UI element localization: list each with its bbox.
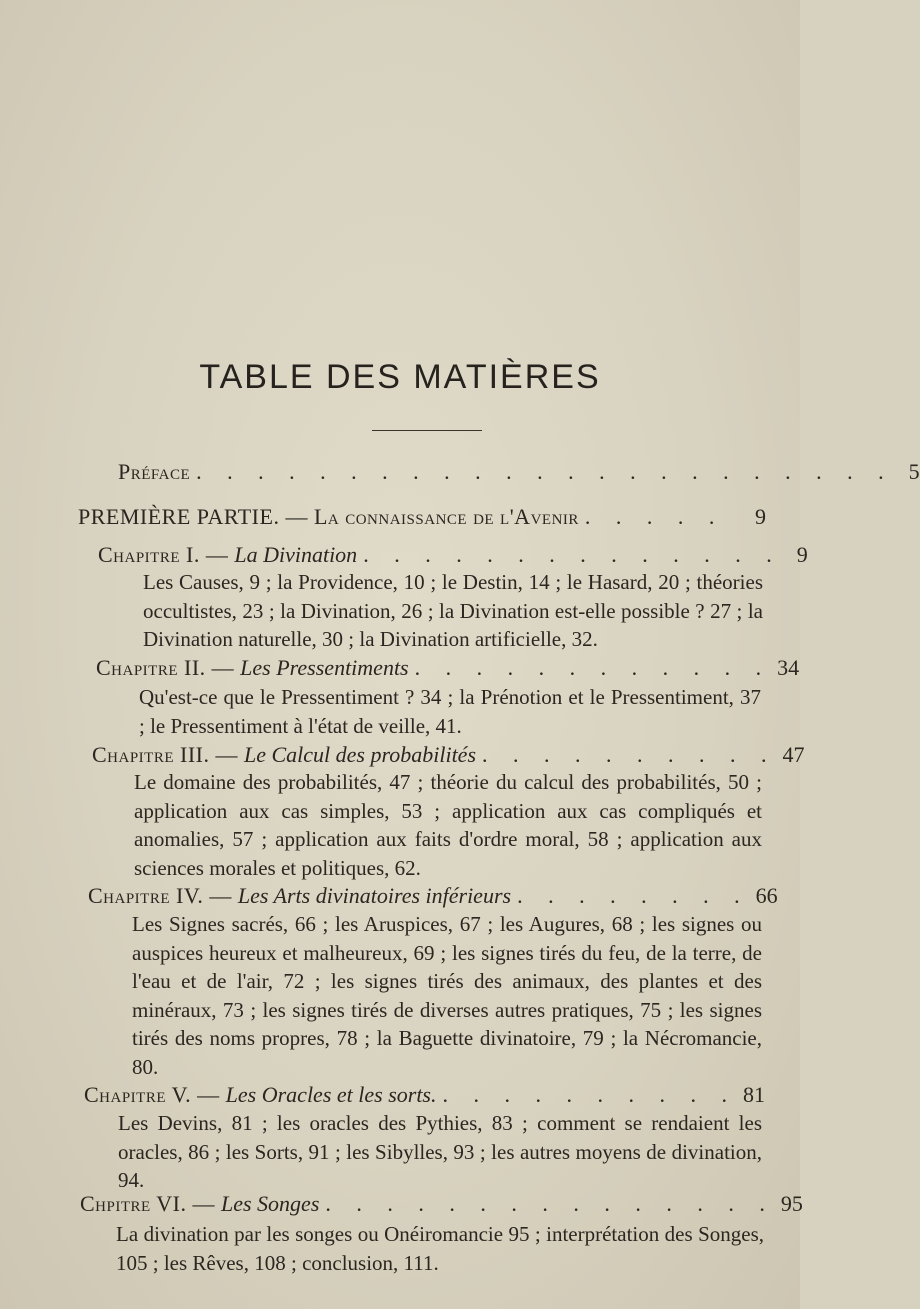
toc-entry-chapter-6[interactable] bbox=[80, 1190, 803, 1218]
dot-leader: . . . . . . . . . . . . . . . bbox=[325, 1191, 775, 1216]
chapter-6-summary: La divination par les songes ou Onéiromancie 95 ; interprétation des Songes, 105 ; les Rêves, 108 ; conclusion, 111. bbox=[116, 1222, 764, 1275]
dot-leader: . . . . . bbox=[584, 504, 725, 529]
dot-leader: . . . . . . . . . . bbox=[442, 1082, 737, 1107]
chapter-2-summary: Qu'est-ce que le Pressentiment ? 34 ; la Prénotion et le Pressentiment, 37 ; le Pressentiment à l'état de veille, 41. bbox=[139, 685, 761, 738]
dot-leader: . . . . . . . . bbox=[517, 883, 750, 908]
page-number: 47 bbox=[782, 742, 805, 767]
dot-leader: . . . . . . . . . . bbox=[482, 742, 777, 767]
toc-entry-chapter-1[interactable] bbox=[98, 541, 808, 569]
page-number: 5 bbox=[908, 459, 920, 484]
chapter-title: Le Calcul des probabilités bbox=[244, 742, 477, 767]
page-number: 9 bbox=[796, 542, 808, 567]
chapter-title: Les Songes bbox=[221, 1191, 320, 1216]
toc-label: Chapitre IV. — Les Arts divinatoires inférieurs bbox=[88, 883, 512, 908]
page-number: 66 bbox=[755, 883, 778, 908]
chapter-title: La Divination bbox=[234, 542, 358, 567]
page-title: TABLE DES MATIÈRES bbox=[199, 358, 601, 396]
chapter-title: Les Arts divinatoires inférieurs bbox=[237, 883, 512, 908]
toc-entry-chapter-3[interactable] bbox=[92, 741, 805, 769]
toc-entry-preface[interactable] bbox=[118, 458, 920, 486]
chapter-title: Les Oracles et les sorts. bbox=[225, 1082, 437, 1107]
toc-entry-chapter-5[interactable] bbox=[84, 1081, 764, 1109]
page-number: 95 bbox=[780, 1191, 803, 1216]
toc-label: Chpitre VI. — Les Songes bbox=[80, 1191, 320, 1216]
title-divider bbox=[372, 430, 482, 431]
chapter-title: Les Pressentiments bbox=[240, 655, 409, 680]
dot-leader: . . . . . . . . . . . . . . bbox=[363, 542, 782, 567]
toc-label: Chapitre I. — La Divination bbox=[98, 542, 358, 567]
chapter-1-summary: Les Causes, 9 ; la Providence, 10 ; le Destin, 14 ; le Hasard, 20 ; théories occultistes, 23 ; la Divination, 26 ; la Divination est-elle possible ? 27 ; la Divination naturelle, 30 ; la Divination artificielle, 32. bbox=[143, 570, 763, 651]
toc-label: PREMIÈRE PARTIE. — La connaissance de l'Avenir bbox=[78, 504, 579, 529]
toc-entry-chapter-2[interactable] bbox=[96, 654, 800, 682]
chapter-3-summary: Le domaine des probabilités, 47 ; théorie du calcul des probabilités, 50 ; application aux cas simples, 53 ; application aux cas compliqués et anomalies, 57 ; application aux faits d'ordre moral, 58 ; application aux sciences morales et politiques, 62. bbox=[134, 770, 762, 880]
page-number: 9 bbox=[755, 504, 766, 529]
toc-label: Préface bbox=[118, 459, 191, 484]
dot-leader: . . . . . . . . . . . . . . . . . . . . . . . bbox=[196, 459, 894, 484]
page-number: 81 bbox=[743, 1082, 765, 1107]
toc-label: Chapitre II. — Les Pressentiments bbox=[96, 655, 409, 680]
chapter-5-summary: Les Devins, 81 ; les oracles des Pythies, 83 ; comment se rendaient les oracles, 86 ; les Sorts, 91 ; les Sibylles, 93 ; les autres moyens de divination, 94. bbox=[118, 1111, 762, 1192]
page-number: 34 bbox=[777, 655, 800, 680]
dot-leader: . . . . . . . . . . . . bbox=[414, 655, 772, 680]
toc-entry-chapter-4[interactable] bbox=[88, 882, 778, 910]
chapter-4-summary: Les Signes sacrés, 66 ; les Aruspices, 67 ; les Augures, 68 ; les signes ou auspices heureux et malheureux, 69 ; les signes tirés du feu, de la terre, de l'eau et de l'air, 72 ; les signes tirés des animaux, des plantes et des minéraux, 73 ; les signes tirés de diverses autres pratiques, 75 ; les signes tirés des noms propres, 78 ; la Baguette divinatoire, 79 ; la Nécromancie, 80. bbox=[132, 912, 762, 1079]
toc-entry-part-one[interactable] bbox=[78, 503, 766, 531]
toc-label: Chapitre III. — Le Calcul des probabilités bbox=[92, 742, 477, 767]
toc-label: Chapitre V. — Les Oracles et les sorts. bbox=[84, 1082, 437, 1107]
